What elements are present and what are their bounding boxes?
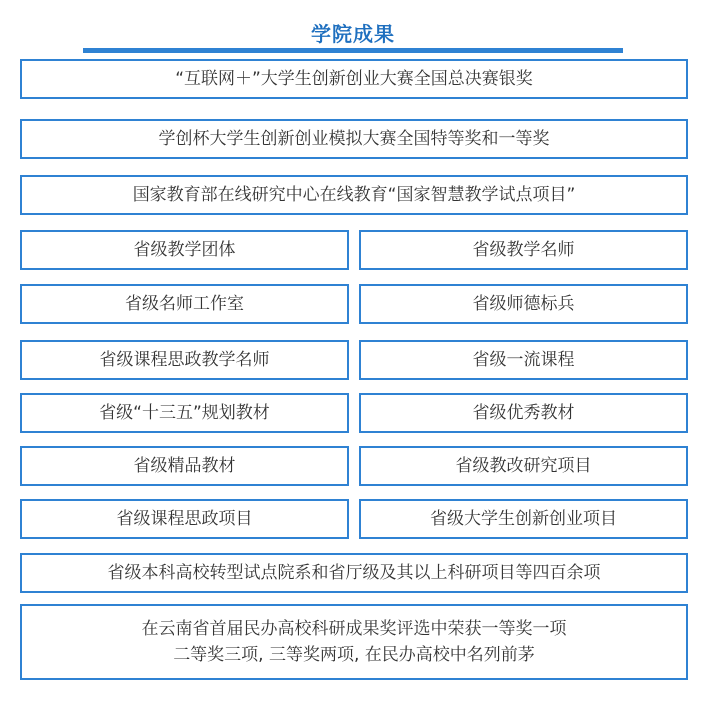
achievement-national-1: “互联网＋”大学生创新创业大赛全国总决赛银奖: [20, 59, 688, 99]
achievement-provincial-quality-textbook: 省级精品教材: [20, 446, 349, 486]
awards-line-2: 二等奖三项, 三等奖两项, 在民办高校中名列前茅: [173, 645, 535, 665]
achievement-provincial-ideological-teacher: 省级课程思政教学名师: [20, 340, 349, 380]
achievement-national-2: 学创杯大学生创新创业模拟大赛全国特等奖和一等奖: [20, 119, 688, 159]
achievement-provincial-teaching-team: 省级教学团体: [20, 230, 349, 270]
achievement-provincial-famous-teacher: 省级教学名师: [359, 230, 688, 270]
achievement-provincial-excellent-textbook: 省级优秀教材: [359, 393, 688, 433]
achievement-provincial-first-class-course: 省级一流课程: [359, 340, 688, 380]
page-title: 学院成果: [311, 22, 395, 46]
achievement-provincial-reform-project: 省级教改研究项目: [359, 446, 688, 486]
achievement-provincial-ideological-project: 省级课程思政项目: [20, 499, 349, 539]
achievement-research-awards: [20, 604, 688, 680]
achievement-provincial-planned-textbook: 省级“十三五”规划教材: [20, 393, 349, 433]
achievement-research-projects: 省级本科高校转型试点院系和省厅级及其以上科研项目等四百余项: [20, 553, 688, 593]
achievement-provincial-innovation-project: 省级大学生创新创业项目: [359, 499, 688, 539]
awards-line-1: 在云南省首届民办高校科研成果奖评选中荣获一等奖一项: [141, 619, 567, 639]
achievement-provincial-master-studio: 省级名师工作室: [20, 284, 349, 324]
title-underline: [83, 48, 623, 53]
achievement-national-3: 国家教育部在线研究中心在线教育“国家智慧教学试点项目”: [20, 175, 688, 215]
achievement-provincial-ethics-model: 省级师德标兵: [359, 284, 688, 324]
